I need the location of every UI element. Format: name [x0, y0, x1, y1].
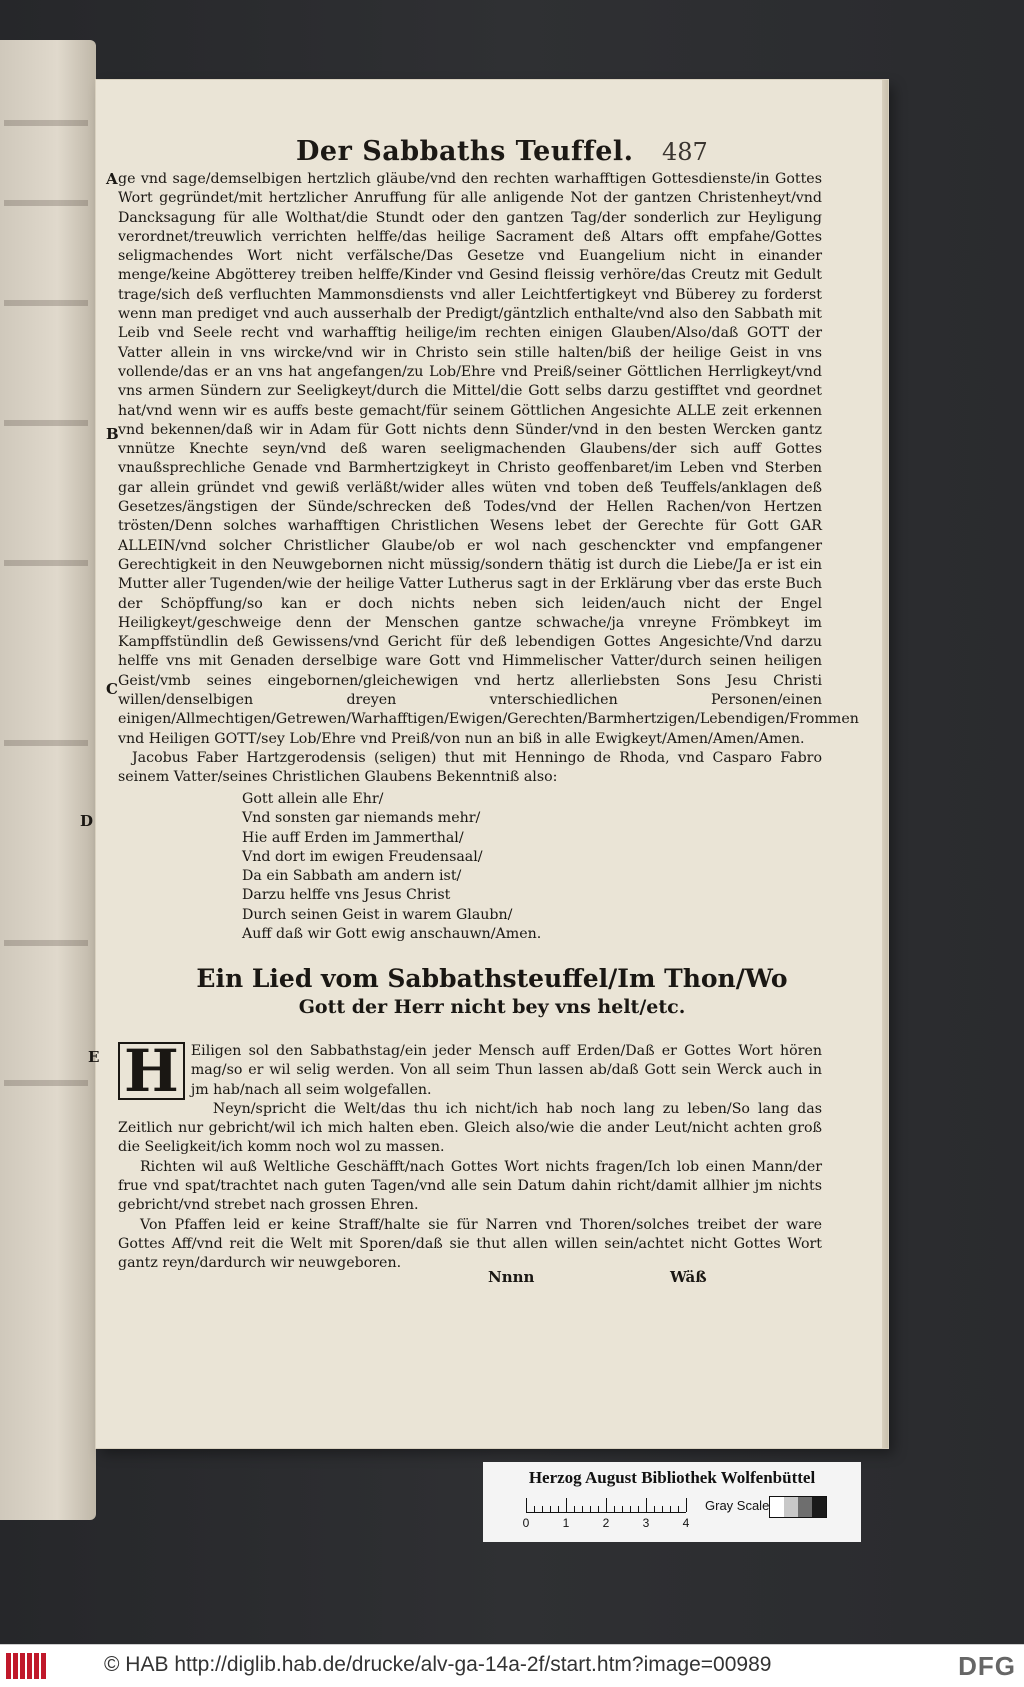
stanza: Von Pfaffen leid er keine Straff/halte sie für Narren vnd Thoren/solches treibet der ware Gottes Aff/vnd reit die Welt mit Sporen/daß sie thut allen willen sein/achtet nicht Gottes Wort gantz reyn/dardurch wir neuwgeboren.	[118, 1216, 822, 1272]
verse-line: Gott allein alle Ehr/	[242, 791, 384, 807]
verse-line: Vnd dort im ewigen Freudensaal/	[242, 848, 483, 865]
ruler-tick	[630, 1506, 631, 1512]
song-title-line: Gott der Herr nicht bey vns helt/etc.	[298, 996, 686, 1018]
copyright-link[interactable]: © HAB http://diglib.hab.de/drucke/alv-ga-14a-2f/start.htm?image=00989	[104, 1653, 772, 1676]
ruler-label: 3	[642, 1516, 650, 1530]
song-title	[96, 964, 888, 1020]
gray-swatch	[812, 1497, 826, 1517]
ruler-tick	[686, 1498, 687, 1512]
hab-logo-icon	[6, 1653, 46, 1679]
decorated-initial: H	[118, 1042, 185, 1100]
bleed-line	[4, 740, 88, 746]
margin-marker-a: A	[106, 170, 118, 188]
scale-card	[483, 1462, 861, 1542]
dfg-logo: DFG	[958, 1651, 1016, 1681]
bleed-line	[4, 940, 88, 946]
song-title-line: Ein Lied vom Sabbathsteuffel/Im Thon/Wo	[196, 964, 788, 993]
paragraph: ge vnd sage/demselbigen hertzlich gläube/vnd den rechten warhafftigen Gottesdienste/in Gottes Wort gegründet/mit hertzlicher Anruffung für alle anligende Not der gantzen Christenheyt/vnd Dancksagung für alle Wolthat/die Stundt oder den gantzen Tag/der sonderlich zur Heyligung verordnet/treuwlich verrichten helffe/das heilige Sacrament deß Altars offt empfahe/Gottes seligmachendes Wort nicht verfälsche/Das Gesetze vnd Euangelium nicht in einander menge/keine Abgötterey treiben helffe/Kinder vnd Gesind fleissig verhöre/das Creutz mit Gedult trage/sich deß verfluchten Mammonsdiensts vnd aller Leichtfertigkeyt vnd Büberey zu forderst wenn man prediget vnd auch ausserhalb der Predigt/gäntzlich enthalte/vnd also den Sabbath mit Leib vnd Seele recht vnd warhafftig heilige/im rechten einigen Glauben/Also/daß GOTT der Vatter allein in vns wircke/vnd wir in Christo sein stille halten/biß der heilige Geist in vns vollende/das er an vns hat angefangen/zu Lob/Ehre vnd Preiß/seiner Göttlichen Herrligkeyt/vnd vns armen Sündern zur Seeligkeyt/durch die Mittel/die Gott selbs darzu gestifftet vnd geordnet hat/vnd wenn wir es auffs beste gemacht/für seinem Göttlichen Angesichte ALLE zeit erkennen vnd bekennen/daß wir in Adam für Gott nichts denn Sünder/vnd in den besten Wercken gantz vnnütze Knechte seyn/vnd deß waren seeligmachenden Glaubens/der sich auff Gottes vnaußsprechliche Genade vnd Barmhertzigkeyt in Christo geoffenbaret/im Leben vnd Sterben gar allein gründet vnd gewiß verläßt/wider alles wüten vnd toben deß Teuffels/anklagen deß Gesetzes/ängstigen der Sünde/schrecken deß Todes/vnd der Hellen Rachen/von Hertzen trösten/Denn solches warhafftigen Christlichen Wesens lebet der Gerechte für Gott GAR ALLEIN/vnd solcher Christlicher Glaube/ob er wol nach geschenckter vnd empfangener Gerechtigkeit in den Neuwgebornen nicht müssig/sondern thätig ist durch die Liebe/Ja er ist ein Mutter aller Tugenden/wie der heilige Vatter Lutherus sagt in der Erklärung vber das erste Buch der Schöpffung/so kan er doch nichts neben sich leiden/auch nicht der Engel Heiligkeyt/geschweige denn der Menschen gantze schwache/ja vnreyne Frömbkeyt im Kampffstündlin deß Gewissens/vnd Gericht für deß lebendigen Gottes Angesichte/Vnd darzu helffe vns mit Genaden derselbige ware Gott vnd Himmelischer Vatter/durch seinen heiligen Geist/vmb seines eingebornen/gleichewigen vnd hertz allerliebsten Sons Jesu Christi willen/denselbigen dreyen vnterschiedlichen Personen/einen einigen/Allmechtigen/Getrewen/Warhafftigen/Ewigen/Gerechten/Barmhertzigen/Lebendigen/Frommen vnd Heiligen GOTT/sey Lob/Ehre vnd Preiß/von nun an biß in alle Ewigkeyt/Amen/Amen/Amen.	[118, 171, 859, 747]
bleed-line	[4, 420, 88, 426]
ruler-label: 2	[602, 1516, 610, 1530]
ruler-tick	[582, 1506, 583, 1512]
signature-mark: Nnnn	[488, 1268, 535, 1286]
ruler-tick	[638, 1506, 639, 1512]
bleed-line	[4, 200, 88, 206]
ruler-tick	[558, 1506, 559, 1512]
ruler-tick	[542, 1506, 543, 1512]
ruler-tick	[598, 1506, 599, 1512]
verse-line: Da ein Sabbath am andern ist/	[242, 868, 462, 885]
margin-marker-d: D	[80, 812, 94, 830]
verse-line: Durch seinen Geist in warem Glaubn/	[242, 906, 513, 923]
song-text	[118, 1037, 822, 1274]
ruler-label: 1	[562, 1516, 570, 1530]
footer-bar	[0, 1644, 1024, 1687]
ruler-tick	[526, 1498, 527, 1512]
margin-marker-e: E	[88, 1048, 100, 1066]
ruler-label: 4	[682, 1516, 690, 1530]
gray-swatch	[770, 1497, 784, 1517]
scanned-page	[80, 80, 888, 1448]
library-name: Herzog August Bibliothek Wolfenbüttel	[528, 1468, 816, 1487]
stanza	[118, 1037, 822, 1105]
gray-swatch	[784, 1497, 798, 1517]
ruler-tick	[550, 1506, 551, 1512]
ruler-tick	[566, 1498, 567, 1512]
margin-marker-c: C	[106, 680, 118, 698]
stanza: Richten wil auß Weltliche Geschäfft/nach Gottes Wort nichts fragen/Ich lob einen Mann/der frue vnd spat/trachtet nach guten Tagen/vnd alle sein Datum dahin richt/damit allhier jm nichts gebricht/vnd strebet nach grossen Ehren.	[118, 1158, 822, 1214]
page-footer	[96, 1268, 888, 1292]
bleed-line	[4, 1080, 88, 1086]
ruler	[522, 1498, 690, 1530]
bleed-line	[4, 120, 88, 126]
paragraph: Jacobus Faber Hartzgerodensis (seligen) thut mit Henningo de Rhoda, vnd Casparo Fabro seinem Vatter/seines Christlichen Glaubens Bekenntniß also:	[118, 749, 822, 786]
verse-line: Auff daß wir Gott ewig anschauwn/Amen.	[242, 926, 542, 943]
bleed-line	[4, 560, 88, 566]
verse-line: Vnd sonsten gar niemands mehr/	[242, 810, 481, 827]
verse-line: Hie auff Erden im Jammerthal/	[242, 829, 464, 846]
running-title: Der Sabbaths Teuffel.	[296, 136, 634, 167]
ruler-tick	[662, 1506, 663, 1512]
page-number: 487	[662, 138, 708, 166]
gray-scale-swatches	[769, 1496, 827, 1518]
ruler-label: 0	[522, 1516, 530, 1530]
bleed-line	[4, 300, 88, 306]
gray-swatch	[798, 1497, 812, 1517]
gray-scale-label: Gray Scale	[705, 1498, 770, 1513]
ruler-tick	[646, 1498, 647, 1512]
verse-block	[242, 790, 541, 944]
ruler-tick	[606, 1498, 607, 1512]
ruler-tick	[534, 1506, 535, 1512]
catchword: Wäß	[670, 1268, 707, 1286]
ruler-tick	[622, 1506, 623, 1512]
ruler-tick	[670, 1506, 671, 1512]
verse-line: Darzu helffe vns Jesus Christ	[242, 887, 451, 904]
main-text	[106, 170, 859, 788]
ruler-tick	[654, 1506, 655, 1512]
stanza-text: Eiligen sol den Sabbathstag/ein jeder Mensch auff Erden/Daß er Gottes Wort hören mag/so er wil selig werden. Von all seim Thun lassen ab/daß Gott sein Werck auch in jm hab/nach all seim wolgefallen.	[190, 1043, 822, 1098]
stanza: Neyn/spricht die Welt/das thu ich nicht/ich hab noch lang zu leben/So lang das Zeitlich nur gebricht/wil ich mich halten eben. Gleich also/wie die ander Leut/nicht achten groß die Seeligkeit/ich komm noch wol zu massen.	[118, 1100, 822, 1156]
ruler-tick	[614, 1506, 615, 1512]
ruler-tick	[678, 1506, 679, 1512]
ruler-tick	[574, 1506, 575, 1512]
ruler-tick	[590, 1506, 591, 1512]
margin-marker-b: B	[106, 425, 119, 443]
facing-page-edge	[0, 40, 96, 1520]
